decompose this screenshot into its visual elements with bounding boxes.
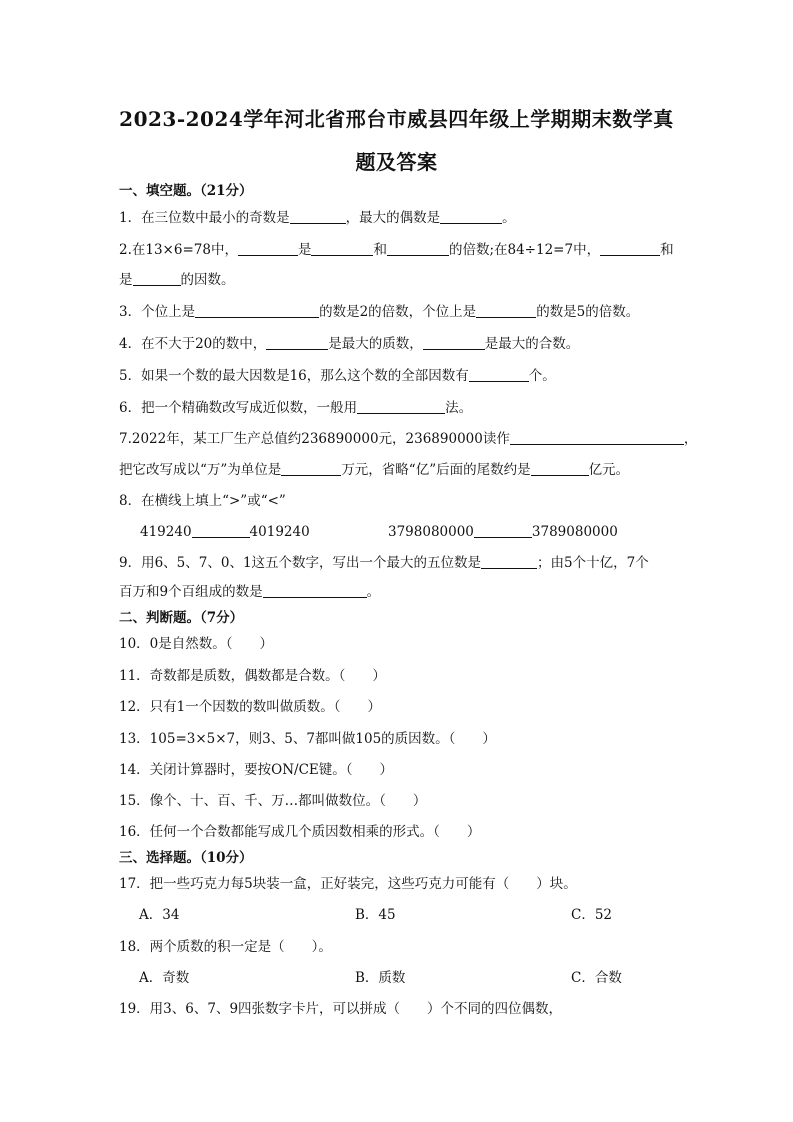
question-17: 17．把一些巧克力每5块装一盒，正好装完，这些巧克力可能有（ ）块。 bbox=[119, 876, 577, 892]
answer-blank[interactable] bbox=[440, 208, 502, 224]
judge-item: 13．105=3×5×7，则3、5、7都叫做105的质因数。（ ） bbox=[119, 731, 496, 747]
answer-blank[interactable] bbox=[510, 429, 684, 445]
answer-blank[interactable] bbox=[423, 334, 485, 350]
question-7: 7.2022年，某工厂生产总值约236890000元，236890000读作 ， bbox=[119, 431, 698, 447]
document-title-line-2: 题及答案 bbox=[355, 150, 438, 174]
option-b[interactable]: B．质数 bbox=[355, 970, 406, 986]
answer-blank[interactable] bbox=[474, 522, 532, 538]
section-heading-judge: 二、判断题。（7分） bbox=[119, 610, 244, 626]
answer-blank[interactable] bbox=[311, 240, 373, 256]
answer-blank[interactable] bbox=[281, 460, 341, 476]
answer-blank[interactable] bbox=[531, 460, 589, 476]
answer-blank[interactable] bbox=[266, 334, 328, 350]
question-4: 4．在不大于20的数中， 是最大的质数， 是最大的合数。 bbox=[119, 336, 580, 352]
question-7-cont: 把它改写成以“万”为单位是 万元，省略“亿”后面的尾数约是 亿元。 bbox=[119, 462, 630, 478]
option-c[interactable]: C．合数 bbox=[571, 970, 622, 986]
question-8: 8．在横线上填上“>”或“<” bbox=[119, 493, 286, 509]
judge-item: 12．只有1一个因数的数叫做质数。（ ） bbox=[119, 699, 382, 715]
question-1: 1．在三位数中最小的奇数是 ，最大的偶数是 。 bbox=[119, 210, 516, 226]
question-9-cont: 百万和9个百组成的数是 。 bbox=[119, 584, 381, 600]
answer-blank[interactable] bbox=[238, 240, 298, 256]
section-heading-fill: 一、填空题。（21分） bbox=[119, 183, 253, 199]
answer-blank[interactable] bbox=[387, 240, 449, 256]
question-9: 9．用6、5、7、0、1这五个数字，写出一个最大的五位数是 ；由5个十亿，7个 bbox=[119, 555, 649, 571]
answer-blank[interactable] bbox=[263, 582, 367, 598]
question-8-item-1: 419240 4019240 bbox=[140, 524, 310, 540]
judge-item: 15．像个、十、百、千、万…都叫做数位。（ ） bbox=[119, 793, 427, 809]
question-6: 6．把一个精确数改写成近似数，一般用 法。 bbox=[119, 400, 473, 416]
judge-item: 11．奇数都是质数，偶数都是合数。（ ） bbox=[119, 668, 386, 684]
judge-item: 14．关闭计算器时，要按ON/CE键。（ ） bbox=[119, 762, 394, 778]
option-a[interactable]: A．34 bbox=[139, 907, 180, 923]
judge-item: 16．任何一个合数都能写成几个质因数相乘的形式。（ ） bbox=[119, 824, 481, 840]
answer-blank[interactable] bbox=[600, 240, 660, 256]
answer-blank[interactable] bbox=[195, 302, 319, 318]
question-19: 19．用3、6、7、9四张数字卡片，可以拼成（ ）个不同的四位偶数， bbox=[119, 1001, 563, 1017]
answer-blank[interactable] bbox=[481, 553, 537, 569]
answer-blank[interactable] bbox=[476, 302, 536, 318]
document-title-line-1: 2023-2024学年河北省邢台市威县四年级上学期期末数学真 bbox=[119, 107, 674, 131]
option-a[interactable]: A．奇数 bbox=[139, 970, 190, 986]
question-18: 18．两个质数的积一定是（ ）。 bbox=[119, 939, 332, 955]
option-c[interactable]: C．52 bbox=[571, 907, 613, 923]
question-2: 2.在13×6=78中， 是 和 的倍数;在84÷12=7中， 和 bbox=[119, 242, 674, 258]
question-2-cont: 是 的因数。 bbox=[119, 272, 235, 288]
answer-blank[interactable] bbox=[357, 398, 445, 414]
question-3: 3．个位上是 的数是2的倍数，个位上是 的数是5的倍数。 bbox=[119, 304, 640, 320]
answer-blank[interactable] bbox=[469, 366, 529, 382]
answer-blank[interactable] bbox=[192, 522, 250, 538]
judge-item: 10．0是自然数。（ ） bbox=[119, 636, 274, 652]
section-heading-choice: 三、选择题。（10分） bbox=[119, 850, 253, 866]
question-5: 5．如果一个数的最大因数是16，那么这个数的全部因数有 个。 bbox=[119, 368, 556, 384]
option-b[interactable]: B．45 bbox=[355, 907, 396, 923]
answer-blank[interactable] bbox=[290, 208, 346, 224]
answer-blank[interactable] bbox=[133, 270, 181, 286]
question-8-item-2: 3798080000 3789080000 bbox=[388, 524, 618, 540]
